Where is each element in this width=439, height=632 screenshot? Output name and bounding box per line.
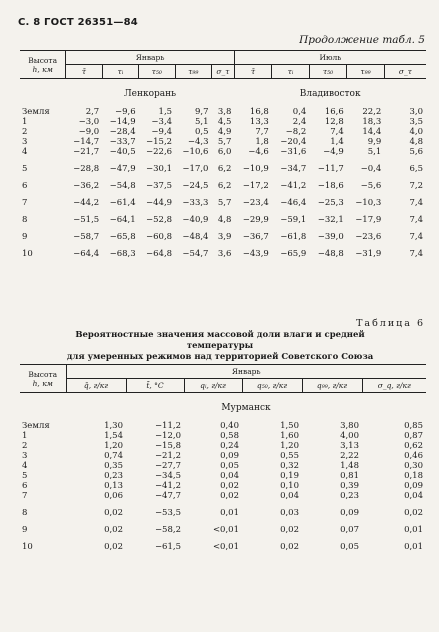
value-cell: −9,6	[115, 107, 136, 117]
value-cell: −23,4	[242, 198, 269, 208]
table-row	[20, 232, 426, 242]
value-cell: 0,81	[340, 471, 359, 481]
value-cell: −52,8	[146, 215, 173, 225]
table-row	[20, 525, 426, 535]
table-row	[20, 107, 426, 117]
height-cell: 4	[22, 147, 28, 157]
height-cell: 3	[22, 137, 28, 147]
column-header: σ_q, г/кг	[362, 379, 426, 393]
value-cell: −11,2	[154, 421, 181, 431]
value-cell: −54,7	[182, 249, 209, 259]
value-cell: 0,74	[104, 451, 123, 461]
value-cell: 3,5	[409, 117, 423, 127]
value-cell: 1,20	[104, 441, 123, 451]
value-cell: 7,4	[330, 127, 344, 137]
value-cell: −3,0	[78, 117, 100, 127]
value-cell: 2,22	[340, 451, 359, 461]
value-cell: −34,7	[280, 164, 307, 174]
value-cell: 3,0	[409, 107, 423, 117]
value-cell: 6,2	[217, 164, 232, 174]
value-cell: 0,02	[104, 508, 123, 518]
table-6-label: Таблица 6	[356, 318, 425, 329]
value-cell: −40,9	[182, 215, 209, 225]
value-cell: 0,04	[220, 471, 239, 481]
value-cell: −33,3	[182, 198, 209, 208]
value-cell: 0,62	[404, 441, 423, 451]
value-cell: 0,87	[404, 431, 423, 441]
value-cell: −58,7	[73, 232, 100, 242]
value-cell: <0,01	[212, 525, 239, 535]
height-column-header: Высота h, км	[20, 51, 66, 79]
month-header-january: Январь	[66, 51, 235, 65]
value-cell: 0,30	[404, 461, 423, 471]
value-cell: 7,4	[409, 249, 423, 259]
value-cell: −22,6	[146, 147, 173, 157]
value-cell: −47,9	[109, 164, 136, 174]
value-cell: −31,6	[280, 147, 307, 157]
value-cell: −17,0	[182, 164, 209, 174]
value-cell: <0,01	[212, 542, 239, 552]
value-cell: 0,01	[404, 525, 423, 535]
column-header: τᵢ	[102, 65, 138, 79]
city-name: Владивосток	[299, 89, 361, 99]
value-cell: −65,9	[280, 249, 307, 259]
value-cell: −21,2	[154, 451, 181, 461]
value-cell: −30,1	[146, 164, 173, 174]
value-cell: 4,0	[409, 127, 423, 137]
value-cell: −51,5	[73, 215, 100, 225]
value-cell: 6,0	[217, 147, 232, 157]
value-cell: 0,85	[404, 421, 423, 431]
value-cell: 0,58	[220, 431, 239, 441]
table-row	[20, 137, 426, 147]
value-cell: −61,8	[280, 232, 307, 242]
value-cell: −64,8	[146, 249, 173, 259]
value-cell: −0,4	[360, 164, 382, 174]
height-cell: 7	[22, 491, 28, 501]
value-cell: −48,8	[317, 249, 344, 259]
value-cell: 1,54	[104, 431, 123, 441]
table-row	[20, 164, 426, 174]
month-header-january: Январь	[66, 365, 426, 379]
value-cell: −29,9	[242, 215, 269, 225]
height-cell: 6	[22, 481, 28, 491]
column-header: τ̄	[66, 65, 102, 79]
value-cell: 14,4	[362, 127, 382, 137]
height-cell: 1	[22, 431, 28, 441]
value-cell: 16,6	[324, 107, 344, 117]
value-cell: 1,48	[340, 461, 359, 471]
value-cell: 18,3	[362, 117, 382, 127]
value-cell: −37,5	[146, 181, 173, 191]
value-cell: 0,07	[340, 525, 359, 535]
height-cell: 10	[22, 249, 33, 259]
value-cell: −10,3	[355, 198, 382, 208]
value-cell: 13,3	[249, 117, 269, 127]
value-cell: 7,4	[409, 215, 423, 225]
height-cell: 6	[22, 181, 28, 191]
value-cell: 7,7	[255, 127, 269, 137]
value-cell: 3,80	[340, 421, 359, 431]
value-cell: −9,4	[151, 127, 173, 137]
value-cell: 1,30	[104, 421, 123, 431]
table-row	[20, 431, 426, 441]
value-cell: 3,8	[217, 107, 232, 117]
value-cell: −68,3	[109, 249, 136, 259]
table-row	[20, 147, 426, 157]
height-cell: Земля	[22, 421, 50, 431]
table-row	[20, 441, 426, 451]
value-cell: −61,4	[109, 198, 136, 208]
column-header: τᵢ	[272, 65, 309, 79]
height-cell: 2	[22, 127, 28, 137]
value-cell: −10,9	[242, 164, 269, 174]
city-name: Мурманск	[221, 403, 271, 413]
value-cell: −44,9	[146, 198, 173, 208]
column-header: σ_τ	[211, 65, 234, 79]
value-cell: 0,05	[220, 461, 239, 471]
value-cell: 4,9	[217, 127, 232, 137]
value-cell: −65,8	[109, 232, 136, 242]
height-cell: 1	[22, 117, 28, 127]
value-cell: −23,6	[355, 232, 382, 242]
value-cell: −59,1	[280, 215, 307, 225]
value-cell: −48,4	[182, 232, 209, 242]
value-cell: 0,18	[404, 471, 423, 481]
value-cell: 0,5	[194, 127, 209, 137]
value-cell: −11,7	[317, 164, 344, 174]
table-row	[20, 198, 426, 208]
value-cell: 1,60	[280, 431, 299, 441]
value-cell: 1,4	[330, 137, 344, 147]
table-row	[20, 249, 426, 259]
value-cell: 0,46	[404, 451, 423, 461]
table-row	[20, 451, 426, 461]
city-row	[20, 393, 426, 422]
value-cell: 4,8	[217, 215, 232, 225]
height-cell: 5	[22, 471, 28, 481]
value-cell: 0,35	[104, 461, 123, 471]
value-cell: 0,01	[220, 508, 239, 518]
value-cell: −58,2	[154, 525, 181, 535]
value-cell: 7,4	[409, 198, 423, 208]
value-cell: 0,09	[220, 451, 239, 461]
value-cell: 0,24	[220, 441, 239, 451]
value-cell: −44,2	[73, 198, 100, 208]
table-row	[20, 508, 426, 518]
value-cell: −28,8	[73, 164, 100, 174]
value-cell: −32,1	[317, 215, 344, 225]
height-cell: 2	[22, 441, 28, 451]
month-header-july: Июль	[234, 51, 426, 65]
value-cell: −64,1	[109, 215, 136, 225]
page-header: С. 8 ГОСТ 26351—84	[18, 17, 138, 28]
value-cell: −36,7	[242, 232, 269, 242]
height-cell: 3	[22, 451, 28, 461]
value-cell: 2,4	[292, 117, 307, 127]
value-cell: −20,4	[280, 137, 307, 147]
value-cell: 4,5	[217, 117, 232, 127]
value-cell: 5,6	[409, 147, 423, 157]
value-cell: −4,9	[323, 147, 344, 157]
value-cell: −8,2	[285, 127, 307, 137]
column-header: τ₉₉	[175, 65, 211, 79]
table-row	[20, 215, 426, 225]
table-row	[20, 181, 426, 191]
value-cell: −15,8	[154, 441, 181, 451]
value-cell: 5,1	[367, 147, 382, 157]
value-cell: −4,6	[248, 147, 269, 157]
table-6	[20, 364, 426, 552]
value-cell: 0,39	[340, 481, 359, 491]
value-cell: 1,50	[280, 421, 299, 431]
value-cell: 0,4	[292, 107, 307, 117]
height-cell: 10	[22, 542, 33, 552]
value-cell: −27,7	[154, 461, 181, 471]
value-cell: −18,6	[317, 181, 344, 191]
value-cell: −53,5	[154, 508, 181, 518]
height-cell: 7	[22, 198, 28, 208]
value-cell: 6,5	[409, 164, 423, 174]
value-cell: −21,7	[73, 147, 100, 157]
value-cell: 0,13	[104, 481, 123, 491]
value-cell: 0,06	[104, 491, 123, 501]
value-cell: 4,00	[340, 431, 359, 441]
column-header: τ₅₀	[139, 65, 175, 79]
continuation-label: Продолжение табл. 5	[299, 34, 425, 46]
value-cell: 16,8	[249, 107, 269, 117]
table-row	[20, 471, 426, 481]
table-row	[20, 461, 426, 471]
value-cell: 12,8	[324, 117, 344, 127]
value-cell: 3,9	[217, 232, 232, 242]
value-cell: 0,19	[280, 471, 299, 481]
value-cell: 3,6	[217, 249, 232, 259]
city-row	[20, 79, 426, 108]
value-cell: 1,20	[280, 441, 299, 451]
table-row	[20, 491, 426, 501]
value-cell: 0,03	[280, 508, 299, 518]
value-cell: −14,9	[109, 117, 136, 127]
value-cell: 0,32	[280, 461, 299, 471]
value-cell: 0,05	[340, 542, 359, 552]
value-cell: 0,23	[104, 471, 123, 481]
height-cell: 8	[22, 508, 28, 518]
value-cell: 0,04	[404, 491, 423, 501]
column-header: q₅₀, г/кг	[242, 379, 302, 393]
value-cell: 7,2	[409, 181, 423, 191]
table-row	[20, 421, 426, 431]
height-cell: 8	[22, 215, 28, 225]
value-cell: 5,7	[217, 198, 232, 208]
table-row	[20, 117, 426, 127]
column-header: q₉₉, г/кг	[302, 379, 362, 393]
value-cell: 0,09	[340, 508, 359, 518]
value-cell: −10,6	[182, 147, 209, 157]
height-cell: 5	[22, 164, 28, 174]
value-cell: 0,23	[340, 491, 359, 501]
value-cell: 1,8	[255, 137, 269, 147]
value-cell: 0,02	[220, 491, 239, 501]
value-cell: −47,7	[154, 491, 181, 501]
column-header: qᵢ, г/кг	[184, 379, 242, 393]
table-6-title: Вероятностные значения массовой доли влаги и средней температуры для умеренных режимов над территорией Советского Союза	[66, 330, 374, 362]
table-row	[20, 542, 426, 552]
table-row	[20, 481, 426, 491]
value-cell: −17,9	[355, 215, 382, 225]
height-cell: 9	[22, 525, 28, 535]
value-cell: 0,02	[280, 525, 299, 535]
value-cell: −15,2	[146, 137, 173, 147]
value-cell: 0,40	[220, 421, 239, 431]
value-cell: 4,8	[409, 137, 423, 147]
column-header: τ₉₉	[347, 65, 384, 79]
value-cell: 0,10	[280, 481, 299, 491]
value-cell: 0,04	[280, 491, 299, 501]
value-cell: −9,0	[78, 127, 100, 137]
column-header: τ̄	[234, 65, 271, 79]
height-cell: Земля	[22, 107, 50, 117]
value-cell: −17,2	[242, 181, 269, 191]
value-cell: −36,2	[73, 181, 100, 191]
value-cell: 9,9	[367, 137, 382, 147]
value-cell: −61,5	[154, 542, 181, 552]
column-header: τ₅₀	[309, 65, 346, 79]
value-cell: −33,7	[109, 137, 136, 147]
value-cell: 3,13	[340, 441, 359, 451]
value-cell: −28,4	[109, 127, 136, 137]
value-cell: 0,09	[404, 481, 423, 491]
value-cell: −31,9	[355, 249, 382, 259]
value-cell: −39,0	[317, 232, 344, 242]
value-cell: −40,5	[109, 147, 136, 157]
column-header: t̄, °C	[126, 379, 184, 393]
height-column-header: Высота h, км	[20, 365, 66, 393]
value-cell: −41,2	[280, 181, 307, 191]
value-cell: −46,4	[280, 198, 307, 208]
value-cell: 0,02	[280, 542, 299, 552]
value-cell: 1,5	[158, 107, 173, 117]
value-cell: −54,8	[109, 181, 136, 191]
column-header: q̄, г/кг	[66, 379, 126, 393]
value-cell: −4,3	[187, 137, 209, 147]
value-cell: −25,3	[317, 198, 344, 208]
column-header: σ_τ	[384, 65, 426, 79]
value-cell: 7,4	[409, 232, 423, 242]
value-cell: 0,02	[404, 508, 423, 518]
table-5	[20, 50, 426, 259]
value-cell: 0,55	[280, 451, 299, 461]
value-cell: −41,2	[154, 481, 181, 491]
value-cell: −3,4	[151, 117, 173, 127]
value-cell: −64,4	[73, 249, 100, 259]
value-cell: 0,02	[104, 542, 123, 552]
value-cell: −14,7	[73, 137, 100, 147]
value-cell: 9,7	[194, 107, 209, 117]
value-cell: 22,2	[362, 107, 382, 117]
value-cell: −60,8	[146, 232, 173, 242]
value-cell: 2,7	[85, 107, 100, 117]
height-cell: 9	[22, 232, 28, 242]
value-cell: 0,01	[404, 542, 423, 552]
value-cell: 6,2	[217, 181, 232, 191]
city-name: Ленкорань	[124, 89, 177, 99]
value-cell: 5,1	[194, 117, 209, 127]
height-cell: 4	[22, 461, 28, 471]
value-cell: 0,02	[220, 481, 239, 491]
value-cell: −43,9	[242, 249, 269, 259]
value-cell: −5,6	[360, 181, 382, 191]
value-cell: −24,5	[182, 181, 209, 191]
value-cell: 5,7	[217, 137, 232, 147]
value-cell: 0,02	[104, 525, 123, 535]
table-row	[20, 127, 426, 137]
value-cell: −34,5	[154, 471, 181, 481]
value-cell: −12,0	[154, 431, 181, 441]
